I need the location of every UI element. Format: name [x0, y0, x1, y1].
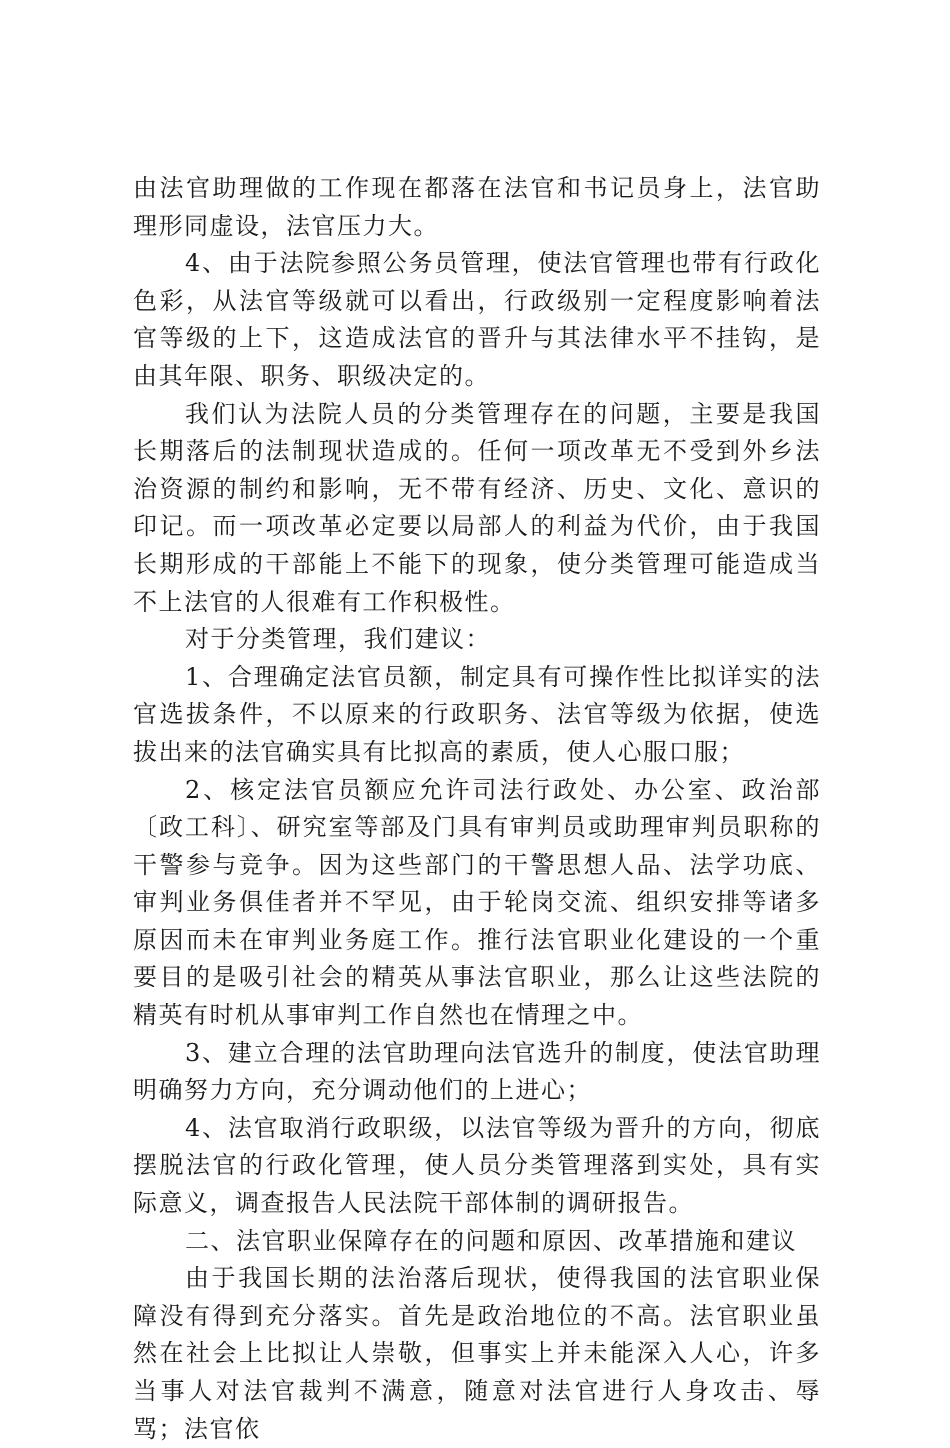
paragraph-4: 对于分类管理，我们建议：: [185, 625, 491, 654]
paragraph-8: 4、法官取消行政职级，以法官等级为晋升的方向，彻底摆脱法官的行政化管理，使人员分类管理落到实处，具有实际意义，调查报告人民法院干部体制的调研报告。: [133, 1113, 821, 1218]
paragraph-10: 由于我国长期的法治落后现状，使得我国的法官职业保障没有得到充分落实。首先是政治地位的不高。法官职业虽然在社会上比拟让人崇敬，但事实上并未能深入人心，许多当事人对法官裁判不满意，随意对法官进行人身攻击、辱骂；法官依: [133, 1264, 821, 1443]
paragraph-6: 2、核定法官员额应允许司法行政处、办公室、政治部〔政工科〕、研究室等部及门具有审判员或助理审判员职称的干警参与竞争。因为这些部门的干警思想人品、法学功底、审判业务俱佳者并不罕见，由于轮岗交流、组织安排等诸多原因而未在审判业务庭工作。推行法官职业化建设的一个重要目的是吸引社会的精英从事法官职业，那么让这些法院的精英有时机从事审判工作自然也在情理之中。: [133, 775, 821, 1030]
paragraph-7: 3、建立合理的法官助理向法官选升的制度，使法官助理明确努力方向，充分调动他们的上进心；: [133, 1038, 821, 1105]
document-body: [133, 170, 821, 1448]
paragraph-1: 由法官助理做的工作现在都落在法官和书记员身上，法官助理形同虚设，法官压力大。: [133, 174, 821, 240]
section-heading: 二、法官职业保障存在的问题和原因、改革措施和建议: [185, 1226, 797, 1255]
paragraph-2: 4、由于法院参照公务员管理，使法官管理也带有行政化色彩，从法官等级就可以看出，行政级别一定程度影响着法官等级的上下，这造成法官的晋升与其法律水平不挂钩，是由其年限、职务、职级决定的。: [133, 249, 821, 390]
paragraph-5: 1、合理确定法官员额，制定具有可操作性比拟详实的法官选拔条件，不以原来的行政职务、法官等级为依据，使选拔出来的法官确实具有比拟高的素质，使人心服口服；: [133, 662, 821, 766]
paragraph-3: 我们认为法院人员的分类管理存在的问题，主要是我国长期落后的法制现状造成的。任何一项改革无不受到外乡法治资源的制约和影响，无不带有经济、历史、文化、意识的印记。而一项改革必定要以局部人的利益为代价，由于我国长期形成的干部能上不能下的现象，使分类管理可能造成当不上法官的人很难有工作积极性。: [133, 399, 821, 616]
